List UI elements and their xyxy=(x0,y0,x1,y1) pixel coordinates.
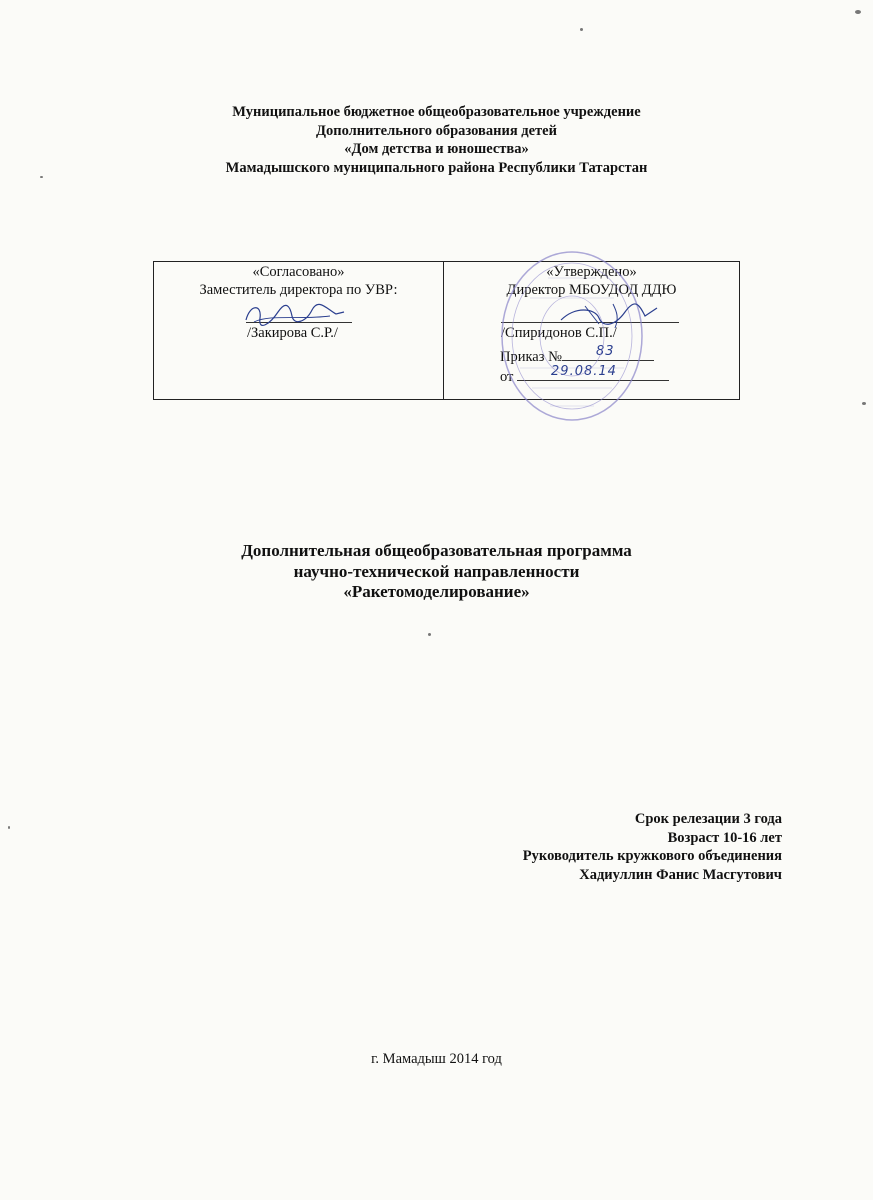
agreed-role: Заместитель директора по УВР: xyxy=(199,282,398,298)
scan-speck xyxy=(8,826,10,829)
order-label: Приказ № xyxy=(500,349,562,365)
approval-table xyxy=(153,261,740,400)
header-line-2: Дополнительного образования детей xyxy=(316,122,557,139)
scan-speck xyxy=(855,10,861,14)
header-line-3: «Дом детства и юношества» xyxy=(344,141,529,157)
order-date-handwritten: 29.08.14 xyxy=(551,364,617,379)
leader-role-text: Руководитель кружкового объединения xyxy=(522,848,782,864)
program-title xyxy=(0,541,873,603)
order-number-field xyxy=(562,346,654,361)
city-year-footer: г. Мамадыш 2014 год xyxy=(371,1051,502,1067)
program-title-line-1: Дополнительная общеобразовательная программа xyxy=(241,541,632,560)
leader-name-text: Хадиуллин Фанис Масгутович xyxy=(579,866,782,883)
scan-speck xyxy=(580,28,583,31)
scan-speck xyxy=(428,633,431,636)
program-details xyxy=(523,810,782,884)
approved-title: «Утверждено» xyxy=(546,264,637,280)
date-label: от xyxy=(500,369,514,385)
scan-speck xyxy=(40,176,43,178)
order-number-handwritten: 83 xyxy=(595,344,615,359)
approved-role: Директор МБОУДОД ДДЮ xyxy=(506,282,677,298)
order-date-row xyxy=(500,366,669,386)
agreed-name: /Закирова С.Р./ xyxy=(247,325,338,341)
header-line-4: Мамадышского муниципального района Республики Татарстан xyxy=(225,159,648,176)
order-date-field xyxy=(517,366,669,381)
header-line-1: Муниципальное бюджетное общеобразовательное учреждение xyxy=(232,104,641,120)
agreed-signature-line xyxy=(246,322,352,323)
agreed-title: «Согласовано» xyxy=(252,264,345,280)
institution-header xyxy=(0,103,873,177)
approved-name: /Спиридонов С.П./ xyxy=(501,325,617,341)
approved-cell xyxy=(444,262,739,399)
agreed-cell xyxy=(154,262,444,399)
scan-speck xyxy=(862,402,866,405)
program-title-line-3: «Ракетомоделирование» xyxy=(343,582,530,601)
approved-signature-line xyxy=(501,322,679,323)
duration-text: Срок релезации 3 года xyxy=(634,811,782,827)
age-text: Возраст 10-16 лет xyxy=(667,829,782,846)
program-title-line-2: научно-технической направленности xyxy=(293,561,580,581)
